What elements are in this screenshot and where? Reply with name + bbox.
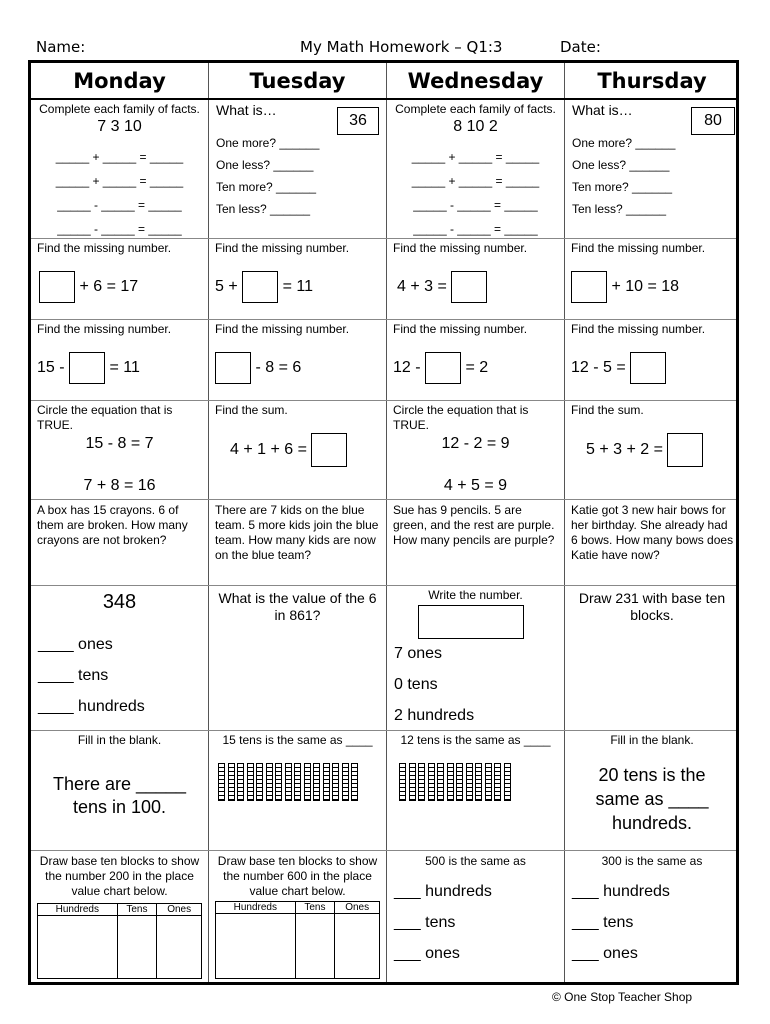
fact-line[interactable]: _____ + _____ = _____ — [411, 150, 540, 164]
equation-choice[interactable]: 15 - 8 = 7 — [85, 435, 154, 452]
tens-rod-icon — [304, 763, 311, 801]
question[interactable]: One less? ______ — [572, 158, 670, 172]
fact-line[interactable]: _____ + _____ = _____ — [55, 174, 184, 188]
worksheet-title: My Math Homework – Q1:3 — [300, 38, 503, 56]
tens-rod-icon — [332, 763, 339, 801]
question[interactable]: One less? ______ — [216, 158, 314, 172]
tens-rod-icon — [437, 763, 444, 801]
equation: + 6 = 17 — [79, 278, 139, 296]
tens-rods-cell — [387, 731, 564, 850]
pv-tens-cell[interactable] — [295, 914, 335, 979]
instruction: Find the missing number. — [37, 322, 172, 336]
instruction: Find the sum. — [571, 403, 644, 417]
what-is-cell — [565, 100, 739, 238]
question[interactable]: One more? ______ — [216, 136, 320, 150]
place-value-chart-cell — [31, 851, 208, 985]
day-header-monday: Monday — [73, 69, 166, 93]
question: What is the value of the 6 in 861? — [218, 590, 377, 623]
pv-header: Tens — [295, 902, 335, 914]
tens-rod-icon — [494, 763, 501, 801]
tens-rods — [399, 763, 513, 806]
word-problem: There are 7 kids on the blue team. 5 more kids join the blue team. How many kids are now on the blue team? — [215, 503, 379, 562]
name-label: Name: — [36, 38, 86, 56]
date-label: Date: — [560, 38, 601, 56]
fact-numbers: 7 3 10 — [97, 118, 142, 135]
fact-line[interactable]: _____ + _____ = _____ — [411, 174, 540, 188]
pv-header: Hundreds — [216, 902, 296, 914]
equation: 15 - — [37, 359, 65, 377]
missing-number-cell — [565, 239, 739, 319]
day-header-tuesday: Tuesday — [249, 69, 346, 93]
missing-number-cell — [31, 239, 208, 319]
tens-rod-icon — [247, 763, 254, 801]
homework-grid — [28, 60, 739, 985]
answer-box[interactable] — [242, 271, 278, 303]
place-value-chart — [215, 901, 380, 979]
fact-line[interactable]: _____ - _____ = _____ — [413, 198, 538, 212]
number-box: 36 — [337, 107, 379, 135]
word-problem: Sue has 9 pencils. 5 are green, and the rest are purple. How many pencils are purple? — [393, 503, 555, 547]
place-value-chart — [37, 903, 202, 979]
draw-blocks-cell — [565, 586, 739, 730]
answer-line[interactable]: ___ hundreds — [572, 883, 670, 900]
tens-rod-icon — [418, 763, 425, 801]
tens-rod-icon — [275, 763, 282, 801]
instruction: Find the missing number. — [393, 322, 528, 336]
answer-line[interactable]: ___ tens — [394, 914, 456, 931]
instruction: Circle the equation that is TRUE. — [393, 403, 529, 432]
instruction: 500 is the same as — [425, 854, 526, 868]
tens-rod-icon — [218, 763, 225, 801]
tens-rod-icon — [237, 763, 244, 801]
pv-header: Ones — [335, 902, 380, 914]
same-as-cell — [565, 851, 739, 985]
fact-line[interactable]: _____ - _____ = _____ — [57, 198, 182, 212]
missing-number-cell — [387, 239, 564, 319]
tens-rod-icon — [294, 763, 301, 801]
instruction: 15 tens is the same as ____ — [222, 733, 373, 747]
fact-family-cell — [387, 100, 564, 238]
pv-hundreds-cell[interactable] — [216, 914, 296, 979]
tens-rods-cell — [209, 731, 386, 850]
day-header-thursday: Thursday — [597, 69, 707, 93]
tens-rod-icon — [342, 763, 349, 801]
equation: 5 + — [215, 278, 238, 296]
tens-rod-icon — [504, 763, 511, 801]
tens-rods — [218, 763, 361, 806]
answer-box[interactable] — [571, 271, 607, 303]
prompt: What is… — [216, 102, 277, 118]
question[interactable]: Ten more? ______ — [216, 180, 317, 194]
answer-box[interactable] — [69, 352, 105, 384]
place-value-cell — [31, 586, 208, 730]
sum-cell — [209, 401, 386, 499]
what-is-cell — [209, 100, 386, 238]
true-equation-cell — [387, 401, 564, 499]
missing-number-cell — [31, 320, 208, 400]
instruction: Fill in the blank. — [77, 733, 162, 747]
answer-box[interactable] — [667, 433, 703, 467]
instruction: Find the missing number. — [215, 241, 350, 255]
fill-blank-cell — [565, 731, 739, 850]
tens-rod-icon — [313, 763, 320, 801]
answer-line[interactable]: ____ ones — [38, 636, 113, 653]
place-value-chart-cell — [209, 851, 386, 985]
sum-cell — [565, 401, 739, 499]
answer-box[interactable] — [311, 433, 347, 467]
pv-header: Hundreds — [38, 904, 118, 916]
answer-line[interactable]: ___ hundreds — [394, 883, 492, 900]
instruction: Write the number. — [428, 588, 523, 602]
tens-rod-icon — [399, 763, 406, 801]
equation-choice[interactable]: 12 - 2 = 9 — [441, 435, 510, 452]
equation: 4 + 3 = — [397, 278, 447, 296]
fill-blank-text[interactable]: There are _____ tens in 100. — [52, 774, 187, 817]
question[interactable]: Ten less? ______ — [572, 202, 667, 216]
pv-tens-cell[interactable] — [117, 916, 157, 979]
true-equation-cell — [31, 401, 208, 499]
tens-rod-icon — [351, 763, 358, 801]
pv-header: Tens — [117, 904, 157, 916]
answer-box[interactable] — [418, 605, 524, 639]
tens-rod-icon — [428, 763, 435, 801]
place-line: 0 tens — [394, 676, 438, 693]
question[interactable]: Ten more? ______ — [572, 180, 673, 194]
answer-box[interactable] — [425, 352, 461, 384]
tens-rod-icon — [475, 763, 482, 801]
equation: = 11 — [282, 278, 313, 296]
equation: 4 + 1 + 6 = — [230, 441, 307, 459]
word-problem: Katie got 3 new hair bows for her birthday. She already had 6 bows. How many bows does Katie have now? — [571, 503, 734, 562]
equation: = 11 — [109, 359, 140, 377]
tens-rod-icon — [466, 763, 473, 801]
answer-box[interactable] — [39, 271, 75, 303]
number-box: 80 — [691, 107, 735, 135]
instruction: Find the missing number. — [393, 241, 528, 255]
equation: 12 - 5 = — [571, 359, 626, 377]
missing-number-cell — [387, 320, 564, 400]
instruction: Complete each family of facts. — [395, 102, 556, 116]
equation-choice[interactable]: 4 + 5 = 9 — [443, 477, 508, 494]
instruction: Draw base ten blocks to show the number 200 in the place value chart below. — [39, 854, 200, 898]
fact-numbers: 8 10 2 — [453, 118, 498, 135]
missing-number-cell — [209, 320, 386, 400]
answer-line[interactable]: ___ tens — [572, 914, 634, 931]
answer-line[interactable]: ____ tens — [38, 667, 109, 684]
equation: 12 - — [393, 359, 421, 377]
tens-rod-icon — [256, 763, 263, 801]
answer-box[interactable] — [451, 271, 487, 303]
copyright: © One Stop Teacher Shop — [552, 990, 693, 1004]
digit-value-cell — [209, 586, 386, 730]
answer-box[interactable] — [630, 352, 666, 384]
fact-family-cell — [31, 100, 208, 238]
fill-blank-cell — [31, 731, 208, 850]
instruction: Draw base ten blocks to show the number 600 in the place value chart below. — [217, 854, 378, 898]
question[interactable]: Ten less? ______ — [216, 202, 311, 216]
tens-rod-icon — [266, 763, 273, 801]
fact-line[interactable]: _____ + _____ = _____ — [55, 150, 184, 164]
question: Draw 231 with base ten blocks. — [578, 590, 726, 623]
tens-rod-icon — [228, 763, 235, 801]
equation: = 2 — [465, 359, 489, 377]
prompt: What is… — [572, 102, 633, 118]
instruction: Complete each family of facts. — [39, 102, 200, 116]
pv-ones-cell[interactable] — [335, 914, 380, 979]
question[interactable]: One more? ______ — [572, 136, 676, 150]
pv-header: Ones — [157, 904, 202, 916]
tens-rod-icon — [456, 763, 463, 801]
instruction: Circle the equation that is TRUE. — [37, 403, 173, 432]
fill-blank-text[interactable]: 20 tens is the same as ____ hundreds. — [595, 765, 709, 833]
equation: + 10 = 18 — [611, 278, 680, 296]
place-line: 7 ones — [394, 645, 443, 662]
write-number-cell — [387, 586, 564, 730]
instruction: Find the missing number. — [215, 322, 350, 336]
number: 348 — [102, 591, 137, 613]
tens-rod-icon — [323, 763, 330, 801]
tens-rod-icon — [447, 763, 454, 801]
pv-hundreds-cell[interactable] — [38, 916, 118, 979]
missing-number-cell — [565, 320, 739, 400]
tens-rod-icon — [285, 763, 292, 801]
instruction: 12 tens is the same as ____ — [400, 733, 551, 747]
tens-rod-icon — [409, 763, 416, 801]
instruction: Find the missing number. — [571, 322, 706, 336]
equation-choice[interactable]: 7 + 8 = 16 — [83, 477, 156, 494]
fact-line[interactable]: _____ - _____ = _____ — [413, 222, 538, 236]
answer-line[interactable]: ___ ones — [394, 945, 460, 962]
word-problem: A box has 15 crayons. 6 of them are broken. How many crayons are not broken? — [37, 503, 188, 547]
equation: - 8 = 6 — [255, 359, 302, 377]
instruction: Find the sum. — [215, 403, 288, 417]
same-as-cell — [387, 851, 564, 985]
answer-line[interactable]: ____ hundreds — [38, 698, 145, 715]
instruction: Fill in the blank. — [610, 733, 694, 747]
missing-number-cell — [209, 239, 386, 319]
tens-rod-icon — [485, 763, 492, 801]
instruction: Find the missing number. — [571, 241, 706, 255]
instruction: Find the missing number. — [37, 241, 172, 255]
equation: 5 + 3 + 2 = — [586, 441, 663, 459]
answer-line[interactable]: ___ ones — [572, 945, 638, 962]
place-line: 2 hundreds — [394, 707, 475, 724]
pv-ones-cell[interactable] — [157, 916, 202, 979]
day-header-wednesday: Wednesday — [407, 69, 544, 93]
answer-box[interactable] — [215, 352, 251, 384]
instruction: 300 is the same as — [601, 854, 703, 868]
fact-line[interactable]: _____ - _____ = _____ — [57, 222, 182, 236]
